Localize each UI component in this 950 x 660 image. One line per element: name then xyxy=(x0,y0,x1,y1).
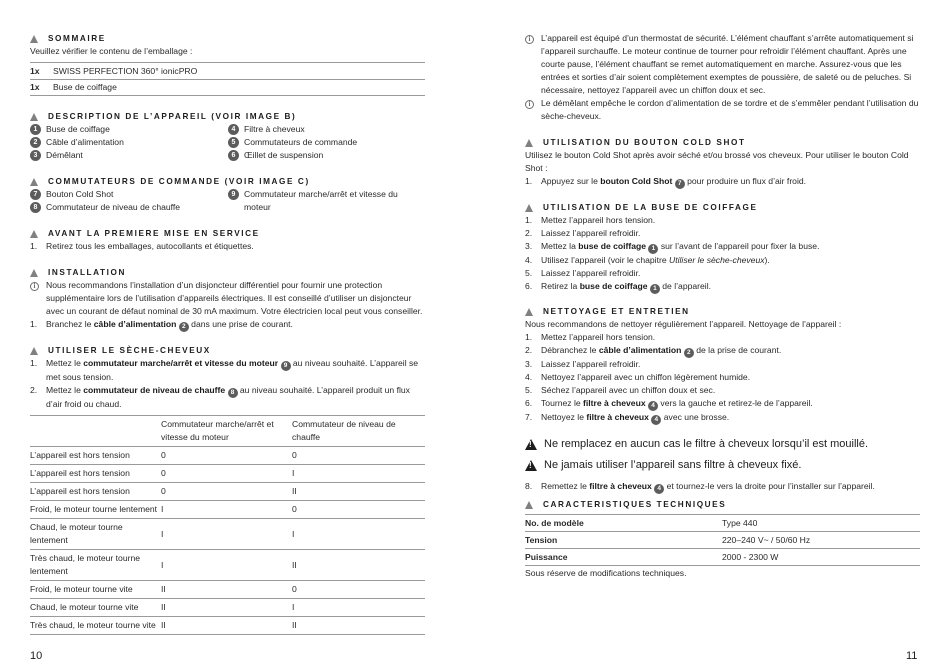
number-badge: 7 xyxy=(675,179,685,189)
table-header-row xyxy=(30,416,425,447)
number-badge: 9 xyxy=(228,189,239,200)
table-row: Très chaud, le moteur tourne vite II II xyxy=(30,617,425,635)
switch-label: Commutateur marche/arrêt et vitesse du moteur xyxy=(244,189,398,212)
number-badge: 1 xyxy=(650,284,660,294)
number-badge: 8 xyxy=(228,388,238,398)
table-row: Froid, le moteur tourne lentement I 0 xyxy=(30,501,425,519)
part-label: Câble d’alimentation xyxy=(46,137,124,147)
warning-text: Ne remplacez en aucun cas le filtre à cheveux lorsqu’il est mouillé. xyxy=(544,437,869,450)
section-heading xyxy=(30,32,425,45)
info-text: Nous recommandons l’installation d’un disjoncteur différentiel pour fournir une protection supplémentaire lors de l’utilisation d’appareils électriques. Il est conseillé d’utiliser un disjoncteur avec un courant de défaut nominal de 30 mA maximum. Votre électricien local peut vous conseiller. xyxy=(46,280,423,316)
triangle-icon xyxy=(525,501,533,509)
triangle-icon xyxy=(30,269,38,277)
info-block xyxy=(525,32,920,123)
section-title: SOMMAIRE xyxy=(48,34,106,43)
triangle-icon xyxy=(30,178,38,186)
contents-item: SWISS PERFECTION 360° ionicPRO xyxy=(53,65,198,76)
section-specs xyxy=(525,498,920,580)
section-title: UTILISATION DU BOUTON COLD SHOT xyxy=(543,138,746,147)
section-title: NETTOYAGE ET ENTRETIEN xyxy=(543,307,690,316)
part-label: Filtre à cheveux xyxy=(244,124,305,134)
number-badge: 5 xyxy=(228,137,239,148)
switch-item xyxy=(30,188,228,201)
part-item xyxy=(30,136,228,149)
section-description xyxy=(30,110,425,162)
part-label: Buse de coiffage xyxy=(46,124,110,134)
spec-row: No. de modèle Type 440 xyxy=(525,515,920,532)
info-text: L’appareil est équipé d’un thermostat de sécurité. L’élément chauffant s’arrête automatiquement si l’appareil surchauffe. Le moteur continue de tourner pour refroidir l’élément chauffant. Après une courte pause, l’élément chauffant se remet automatiquement en marche. Assurez-vous que les entrées et sorties d’air soient complètement exemptes de poussière, de saleté ou de peluches. Si nécessaire, nettoyez l’appareil avec un chiffon doux et sec. xyxy=(541,33,914,95)
info-icon: i xyxy=(30,282,39,291)
number-badge: 2 xyxy=(30,137,41,148)
number-badge: 8 xyxy=(30,202,41,213)
number-badge: 4 xyxy=(651,415,661,425)
number-badge: 3 xyxy=(30,150,41,161)
contents-item: Buse de coiffage xyxy=(53,82,117,92)
section-title: INSTALLATION xyxy=(48,268,127,277)
contents-row xyxy=(30,62,425,79)
table-row: Chaud, le moteur tourne lentement I I xyxy=(30,519,425,550)
warning-note xyxy=(525,454,920,476)
part-label: Commutateurs de commande xyxy=(244,137,358,147)
section-nettoyage xyxy=(525,305,920,494)
sommaire-intro: Veuillez vérifier le contenu de l’emballage : xyxy=(30,46,193,56)
number-badge: 6 xyxy=(228,150,239,161)
list-item: 6. Retirez la buse de coiffage 1 de l’appareil. xyxy=(525,281,712,292)
warning-text: Ne jamais utiliser l’appareil sans filtre à cheveux fixé. xyxy=(544,458,802,471)
part-item xyxy=(228,123,425,136)
section-title: CARACTERISTIQUES TECHNIQUES xyxy=(543,500,727,509)
section-heading xyxy=(525,498,920,511)
section-heading xyxy=(525,136,920,149)
section-avant xyxy=(30,227,425,253)
section-seche-cheveux xyxy=(30,344,425,635)
qty: 1x xyxy=(30,65,40,76)
section-title: COMMUTATEURS DE COMMANDE (VOIR IMAGE C) xyxy=(48,177,310,186)
list-item: 1. Mettez l’appareil hors tension. xyxy=(525,215,656,225)
section-sommaire xyxy=(30,32,425,96)
list-item: 3. Laissez l’appareil refroidir. xyxy=(525,359,641,369)
table-header: Commutateur marche/arrêt et vitesse du moteur xyxy=(161,416,292,447)
contents-row xyxy=(30,79,425,96)
section-heading xyxy=(30,175,425,188)
warning-icon xyxy=(525,439,537,450)
list-item: 5. Laissez l’appareil refroidir. xyxy=(525,268,641,278)
list-item: 8. Remettez le filtre à cheveux 4 et tournez-le vers la droite pour l’installer sur l’appareil. xyxy=(525,481,875,492)
list-item: 2. Débranchez le câble d’alimentation 2 de la prise de courant. xyxy=(525,345,782,356)
switch-label: Bouton Cold Shot xyxy=(46,189,114,199)
section-heading xyxy=(30,344,425,357)
section-title: DESCRIPTION DE L’APPAREIL (VOIR IMAGE B) xyxy=(48,112,297,121)
settings-table xyxy=(30,415,425,635)
number-badge: 7 xyxy=(30,189,41,200)
spec-row: Puissance 2000 - 2300 W xyxy=(525,549,920,566)
triangle-icon xyxy=(30,230,38,238)
list-item: 2. Laissez l’appareil refroidir. xyxy=(525,228,641,238)
list-item: 3. Mettez la buse de coiffage 1 sur l’avant de l’appareil pour fixer la buse. xyxy=(525,241,820,252)
list-item: 1. Appuyez sur le bouton Cold Shot 7 pour produire un flux d’air froid. xyxy=(525,176,807,187)
part-item xyxy=(228,136,425,149)
section-intro: Nous recommandons de nettoyer régulièrement l’appareil. Nettoyage de l’appareil : xyxy=(525,319,842,329)
triangle-icon xyxy=(525,204,533,212)
parts-list xyxy=(30,123,425,162)
number-badge: 1 xyxy=(648,244,658,254)
info-note xyxy=(525,32,920,97)
section-heading xyxy=(525,201,920,214)
list-item: 2. Mettez le commutateur de niveau de chauffe 8 au niveau souhaité. L’appareil produit un flux d’air froid ou chaud. xyxy=(30,385,410,409)
section-cold-shot xyxy=(525,136,920,189)
warning-icon xyxy=(525,460,537,471)
table-row: Chaud, le moteur tourne vite II I xyxy=(30,599,425,617)
spec-row: Tension 220–240 V~ / 50/60 Hz xyxy=(525,532,920,549)
switch-list xyxy=(30,188,425,214)
section-heading xyxy=(30,266,425,279)
switch-item xyxy=(228,188,425,214)
triangle-icon xyxy=(30,113,38,121)
table-row: Froid, le moteur tourne vite II 0 xyxy=(30,581,425,599)
number-badge: 2 xyxy=(684,348,694,358)
section-title: UTILISER LE SÈCHE-CHEVEUX xyxy=(48,346,211,355)
number-badge: 9 xyxy=(281,361,291,371)
section-heading xyxy=(30,110,425,123)
switch-label: Commutateur de niveau de chauffe xyxy=(46,202,181,212)
triangle-icon xyxy=(525,139,533,147)
table-row: Très chaud, le moteur tourne lentement I II xyxy=(30,550,425,581)
list-item: 1. Retirez tous les emballages, autocollants et étiquettes. xyxy=(30,241,254,251)
specs-note: Sous réserve de modifications techniques. xyxy=(525,568,687,578)
number-badge: 4 xyxy=(228,124,239,135)
list-item: 5. Séchez l’appareil avec un chiffon doux et sec. xyxy=(525,385,716,395)
info-note xyxy=(525,97,920,123)
triangle-icon xyxy=(30,347,38,355)
section-commutateurs xyxy=(30,175,425,214)
table-row: L’appareil est hors tension 0 II xyxy=(30,483,425,501)
list-item: 4. Utilisez l’appareil (voir le chapitre Utiliser le sèche-cheveux). xyxy=(525,255,770,265)
list-item: 1. Mettez le commutateur marche/arrêt et vitesse du moteur 9 au niveau souhaité. L’appareil se met sous tension. xyxy=(30,358,419,382)
info-note xyxy=(30,279,425,318)
list-item: 6. Tournez le filtre à cheveux 4 vers la gauche et retirez-le de l’appareil. xyxy=(525,398,813,409)
part-item xyxy=(30,149,228,162)
section-heading xyxy=(30,227,425,240)
page-number-left: 10 xyxy=(30,650,43,660)
number-badge: 1 xyxy=(30,124,41,135)
table-header: Commutateur de niveau de chauffe xyxy=(292,416,425,447)
warning-note xyxy=(525,434,920,454)
list-item: 1. Branchez le câble d’alimentation 2 dans une prise de courant. xyxy=(30,319,293,330)
triangle-icon xyxy=(525,308,533,316)
part-item xyxy=(30,123,228,136)
section-heading xyxy=(525,305,920,318)
page-number-right: 11 xyxy=(906,650,918,660)
part-item xyxy=(228,149,425,162)
info-icon: i xyxy=(525,35,534,44)
info-icon: i xyxy=(525,100,534,109)
number-badge: 4 xyxy=(648,401,658,411)
number-badge: 2 xyxy=(179,322,189,332)
part-label: Démêlant xyxy=(46,150,83,160)
qty: 1x xyxy=(30,82,40,92)
list-item: 4. Nettoyez l’appareil avec un chiffon légèrement humide. xyxy=(525,372,751,382)
section-title: AVANT LA PREMIERE MISE EN SERVICE xyxy=(48,229,260,238)
triangle-icon xyxy=(30,35,38,43)
step-text: Retirez tous les emballages, autocollants et étiquettes. xyxy=(46,241,254,251)
table-row: L’appareil est hors tension 0 I xyxy=(30,465,425,483)
switch-item xyxy=(30,201,228,214)
info-text: Le démêlant empêche le cordon d’alimentation de se tordre et de s’emmêler pendant l’utilisation du sèche-cheveux. xyxy=(541,98,919,121)
section-buse xyxy=(525,201,920,294)
list-item: 7. Nettoyez le filtre à cheveux 4 avec une brosse. xyxy=(525,412,730,423)
section-intro: Utilisez le bouton Cold Shot après avoir séché et/ou brossé vos cheveux. Pour utiliser le bouton Cold Shot : xyxy=(525,150,909,173)
list-item: 1. Mettez l’appareil hors tension. xyxy=(525,332,656,342)
table-row: L’appareil est hors tension 0 0 xyxy=(30,447,425,465)
section-installation xyxy=(30,266,425,332)
section-title: UTILISATION DE LA BUSE DE COIFFAGE xyxy=(543,203,758,212)
part-label: Œillet de suspension xyxy=(244,150,324,160)
number-badge: 4 xyxy=(654,484,664,494)
specs-table xyxy=(525,514,920,566)
